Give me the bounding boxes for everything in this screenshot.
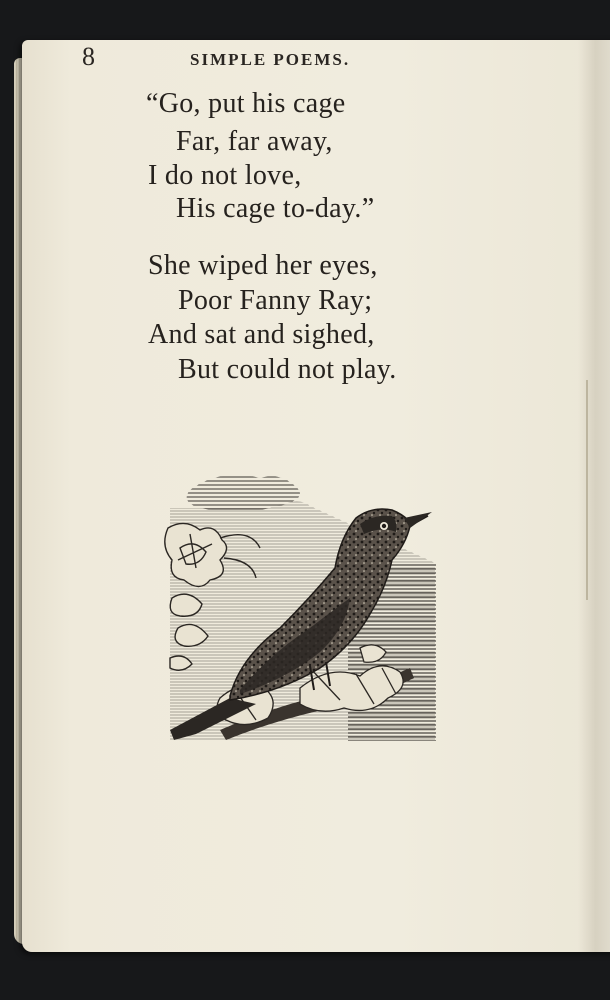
verse-line: And sat and sighed, <box>148 319 375 350</box>
verse-line: Far, far away, <box>176 126 333 157</box>
page-number: 8 <box>82 42 95 71</box>
bird-icon <box>160 468 440 743</box>
verse-line: “Go, put his cage <box>146 88 346 119</box>
binding-stitch <box>586 380 588 600</box>
verse-line: She wiped her eyes, <box>148 250 378 281</box>
verse-line: His cage to-day.” <box>176 193 375 224</box>
running-head: SIMPLE POEMS. <box>190 50 351 69</box>
verse-line: But could not play. <box>178 354 397 385</box>
verse-line: Poor Fanny Ray; <box>178 285 373 316</box>
book-gutter <box>578 40 610 952</box>
verse-line: I do not love, <box>148 160 302 191</box>
bird-engraving <box>160 468 440 743</box>
